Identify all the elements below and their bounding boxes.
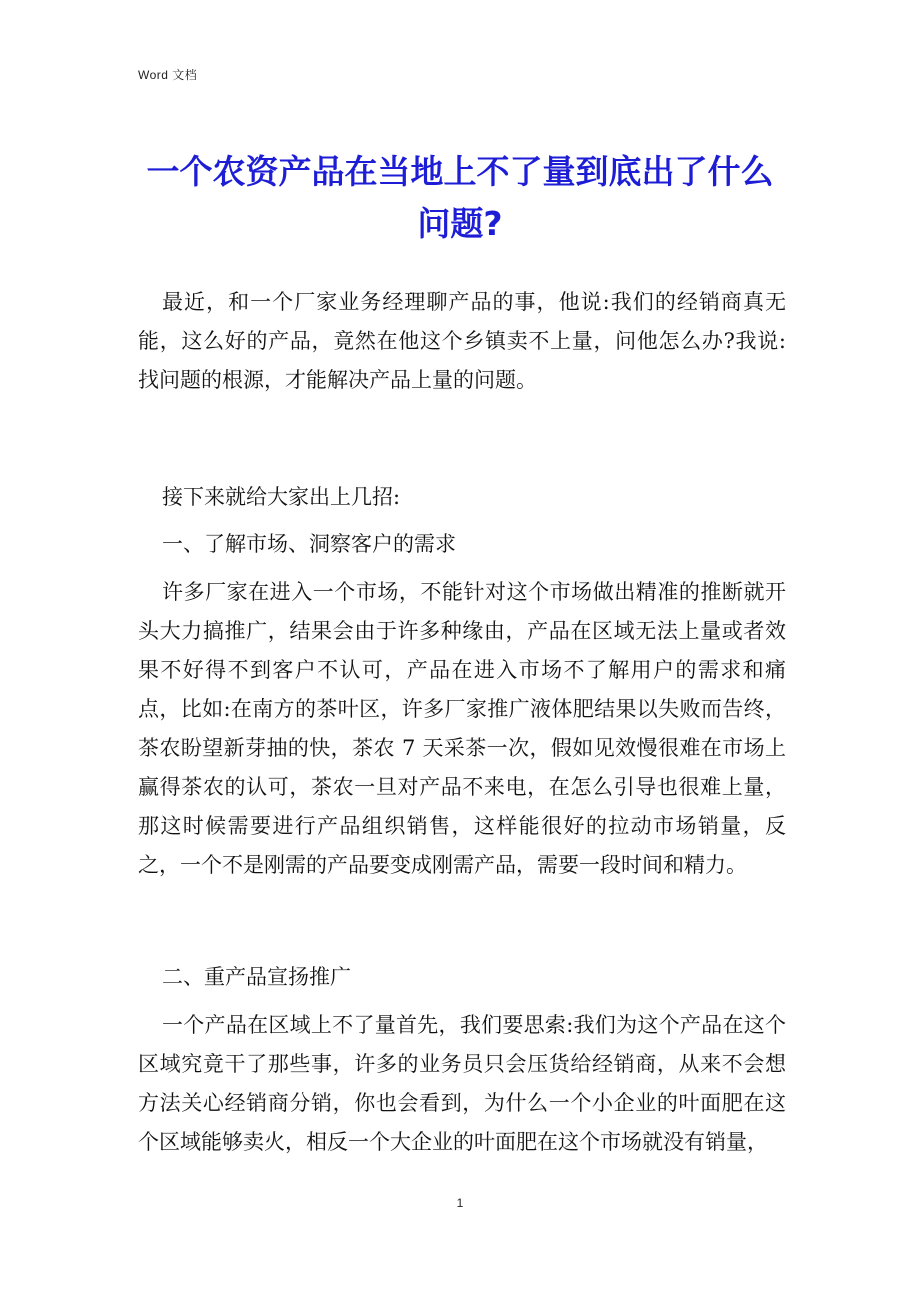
paragraph-intro: 最近，和一个厂家业务经理聊产品的事，他说:我们的经销商真无能，这么好的产品，竟然在他这个乡镇卖不上量，问他怎么办?我说:找问题的根源，才能解决产品上量的问题。 bbox=[138, 290, 786, 392]
page-number: 1 bbox=[456, 1196, 464, 1210]
section-heading-1: 一、了解市场、洞察客户的需求 bbox=[162, 532, 456, 556]
document-title: 一个农资产品在当地上不了量到底出了什么问题? bbox=[146, 152, 774, 243]
document-header-label: Word 文档 bbox=[138, 68, 198, 82]
paragraph-lead-in: 接下来就给大家出上几招: bbox=[162, 485, 401, 509]
section-heading-2: 二、重产品宣扬推广 bbox=[162, 965, 351, 989]
paragraph-section-2: 一个产品在区域上不了量首先，我们要思索:我们为这个产品在这个区域究竟干了那些事，许多的业务员只会压货给经销商，从来不会想方法关心经销商分销，你也会看到，为什么一个小企业的叶面肥在这个区域能够卖火，相反一个大企业的叶面肥在这个市场就没有销量， bbox=[138, 1013, 786, 1154]
paragraph-section-1: 许多厂家在进入一个市场，不能针对这个市场做出精准的推断就开头大力搞推广，结果会由于许多种缘由，产品在区域无法上量或者效果不好得不到客户不认可，产品在进入市场不了解用户的需求和痛点，比如:在南方的茶叶区，许多厂家推广液体肥结果以失败而告终，茶农盼望新芽抽的快，茶农 7 天采茶一次，假如见效慢很难在市场上赢得茶农的认可，茶农一旦对产品不来电，在怎么引导也很难上量，那这时候需要进行产品组织销售，这样能很好的拉动市场销量，反之，一个不是刚需的产品要变成刚需产品，需要一段时间和精力。 bbox=[138, 580, 786, 877]
